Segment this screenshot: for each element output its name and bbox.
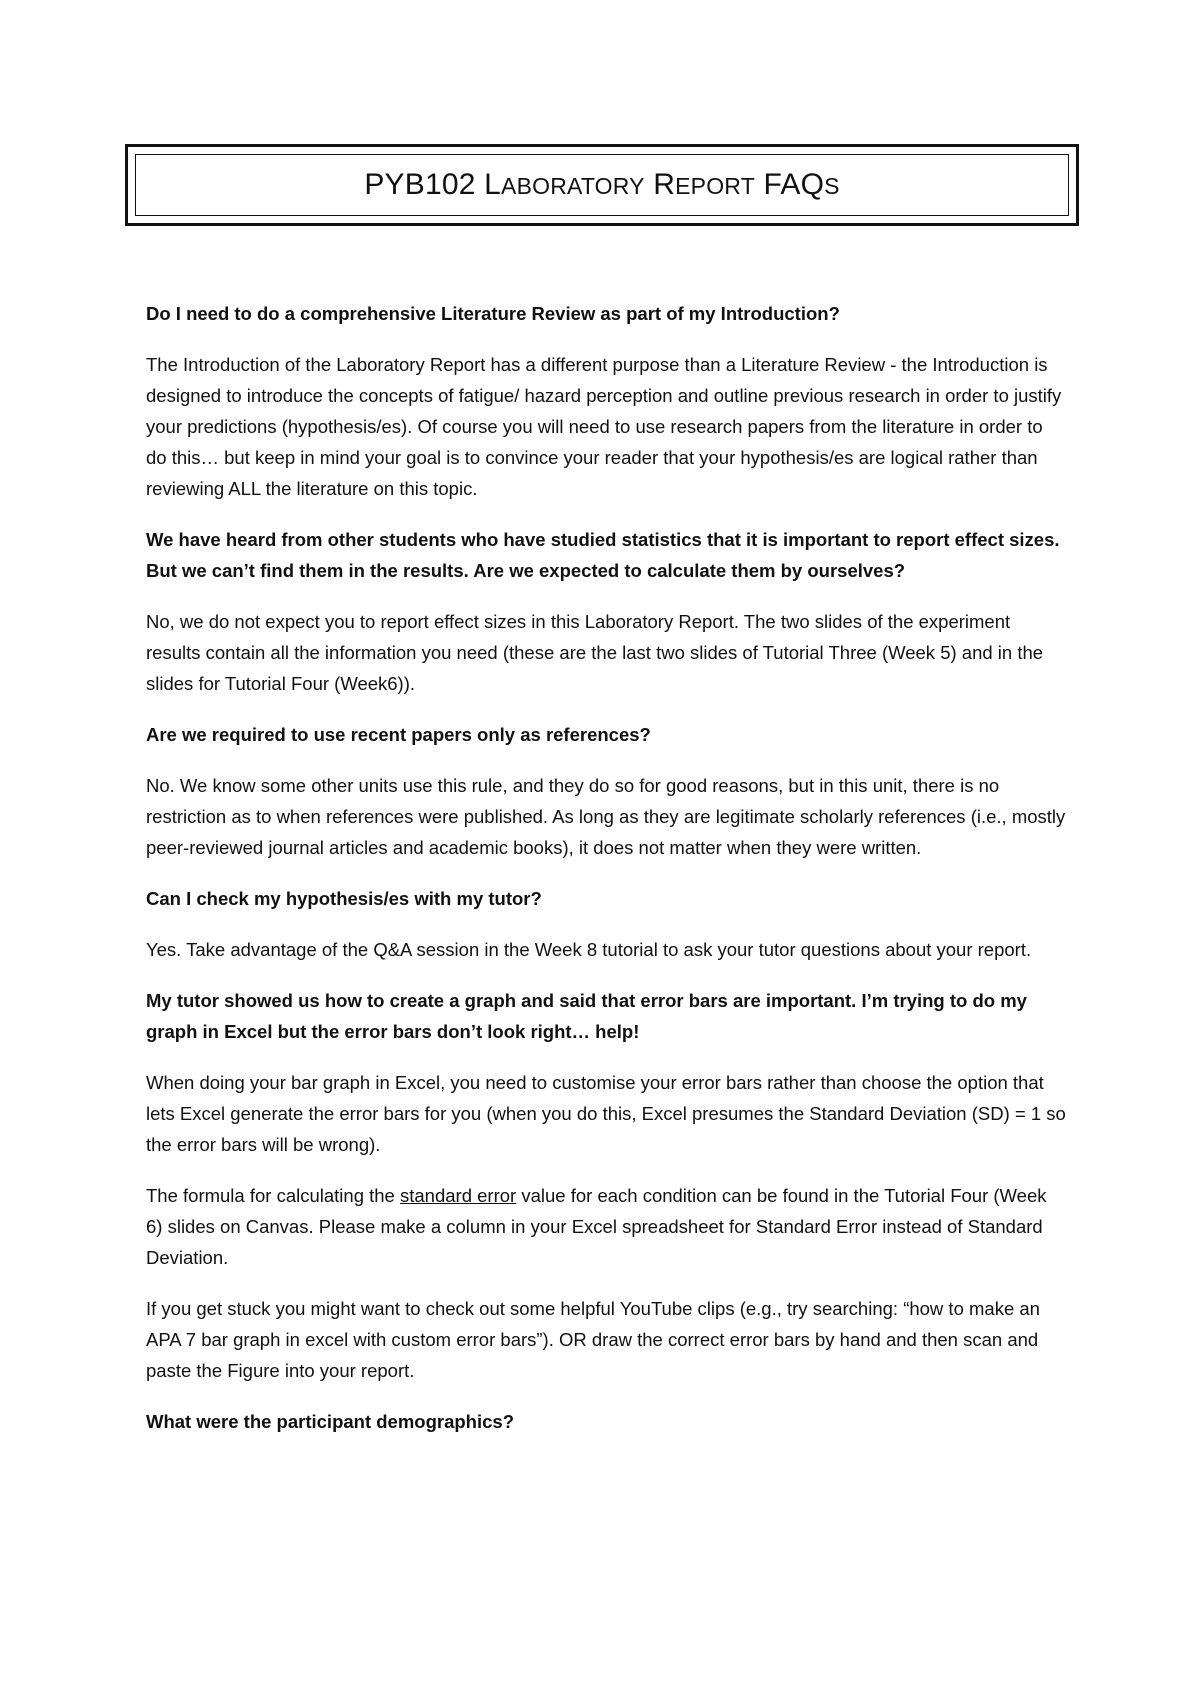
title-part: FAQ: [754, 168, 825, 201]
faq-question: We have heard from other students who have studied statistics that it is important to report effect sizes. But we can’t find them in the results. Are we expected to calculate them by ourselves?: [146, 529, 1060, 581]
faq-answer: No, we do not expect you to report effect sizes in this Laboratory Report. The two slides of the experiment results contain all the information you need (these are the last two slides of Tutorial Three (Week 5) and in the slides for Tutorial Four (Week6)).: [146, 611, 1044, 694]
answer-text: value for each condition can be found in the Tutorial Four (Week 6) slides on Canvas. Please make a column in your Excel spreadsheet for Standard Error instead of Standard Deviation.: [146, 1185, 1047, 1268]
faq-answer-youtube: If you get stuck you might want to check out some helpful YouTube clips (e.g., try searching: “how to make an APA 7 bar graph in excel with custom error bars”). OR draw the correct error bars by hand and then scan and paste the Figure into your report.: [146, 1298, 1040, 1381]
title-part: R: [644, 168, 676, 201]
faq-answer: No. We know some other units use this rule, and they do so for good reasons, but in this unit, there is no restriction as to when references were published. As long as they are legitimate scholarly references (i.e., mostly peer-reviewed journal articles and academic books), it does not matter when they were written.: [146, 775, 1066, 858]
faq-question: Can I check my hypothesis/es with my tutor?: [146, 888, 542, 909]
title-frame: [125, 144, 1079, 226]
faq-question: Do I need to do a comprehensive Literature Review as part of my Introduction?: [146, 303, 840, 324]
title-frame-inner: [135, 154, 1069, 216]
title-part: S: [824, 173, 840, 199]
title-part: PYB102 L: [364, 168, 502, 201]
faq-question: Are we required to use recent papers only as references?: [146, 724, 651, 745]
faq-question: My tutor showed us how to create a graph and said that error bars are important. I’m trying to do my graph in Excel but the error bars don’t look right… help!: [146, 990, 1027, 1042]
faq-answer-formula: [146, 1180, 1066, 1273]
faq-answer: The Introduction of the Laboratory Report has a different purpose than a Literature Review - the Introduction is designed to introduce the concepts of fatigue/ hazard perception and outline previous research in order to justify your predictions (hypothesis/es). Of course you will need to use research papers from the literature in order to do this… but keep in mind your goal is to convince your reader that your hypothesis/es are logical rather than reviewing ALL the literature on this topic.: [146, 354, 1062, 499]
answer-text: The formula for calculating the: [146, 1185, 400, 1206]
title-part: EPORT: [675, 173, 755, 199]
faq-question: What were the participant demographics?: [146, 1411, 515, 1432]
title-part: ABORATORY: [501, 173, 645, 199]
page-title: [364, 168, 839, 202]
standard-error-term: standard error: [400, 1185, 517, 1206]
faq-answer: Yes. Take advantage of the Q&A session in the Week 8 tutorial to ask your tutor questions about your report.: [146, 939, 1032, 960]
faq-answer: When doing your bar graph in Excel, you need to customise your error bars rather than choose the option that lets Excel generate the error bars for you (when you do this, Excel presumes the Standard Deviation (SD) = 1 so the error bars will be wrong).: [146, 1072, 1066, 1155]
faq-content: [146, 298, 1066, 1457]
